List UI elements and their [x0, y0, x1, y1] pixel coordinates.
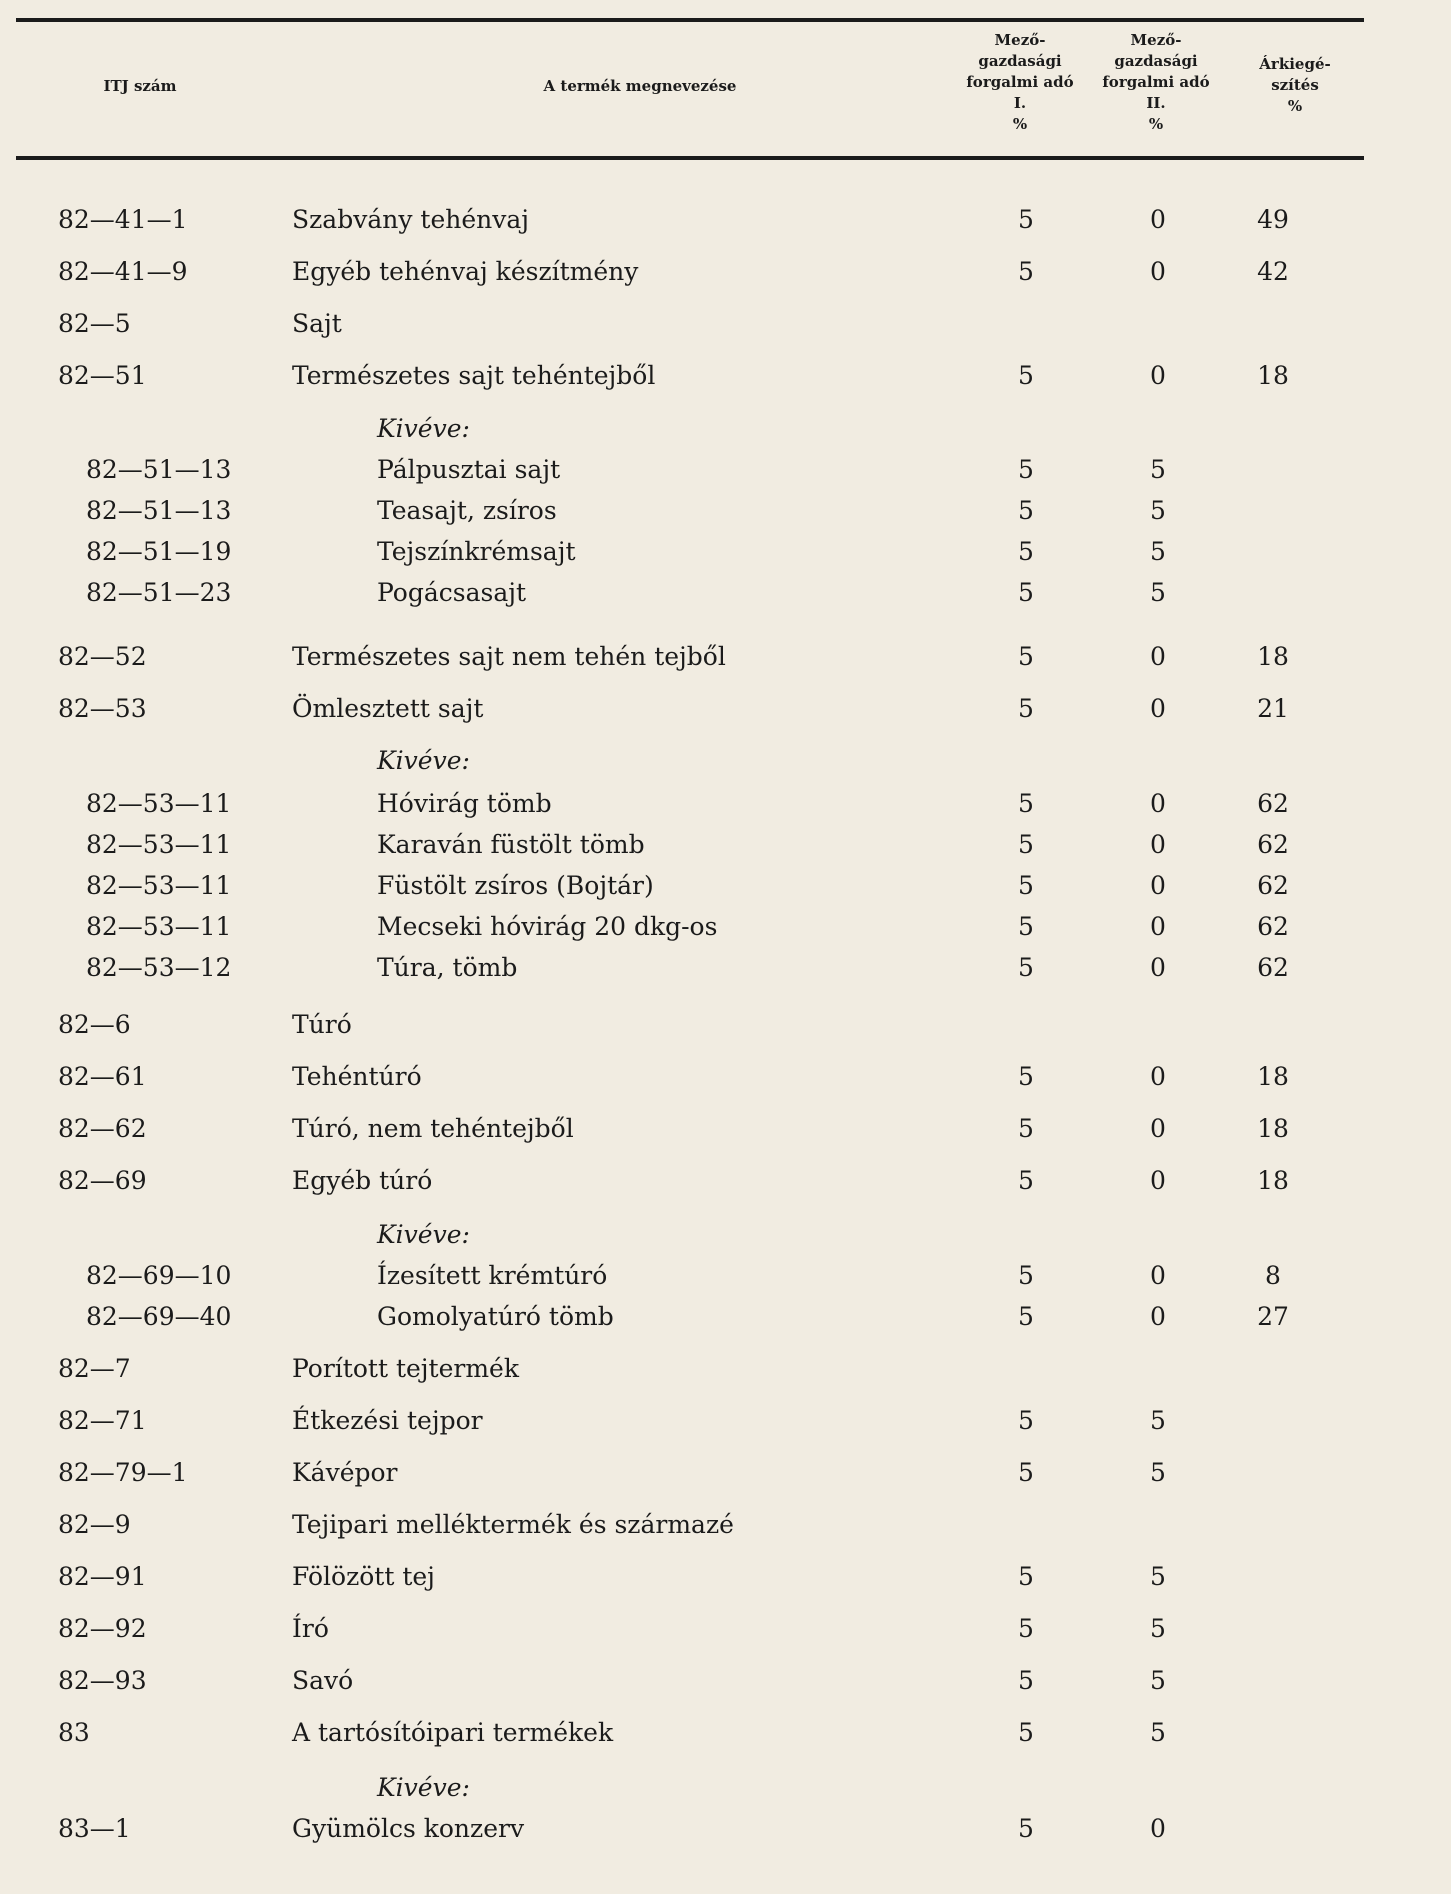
- itj-code: 82—91: [58, 1562, 147, 1591]
- product-name: Túra, tömb: [377, 953, 518, 982]
- mfa-1-value: 5: [1018, 455, 1034, 484]
- product-name: Természetes sajt tehéntejből: [292, 361, 656, 390]
- mfa-2-value: 0: [1150, 789, 1166, 818]
- product-name: Túró, nem tehéntejből: [292, 1114, 574, 1143]
- table-row: [0, 1811, 1451, 1847]
- table-row: [0, 1007, 1451, 1043]
- table-row: [0, 1299, 1451, 1335]
- mfa-1-value: 5: [1018, 1718, 1034, 1747]
- product-name: Porított tejtermék: [292, 1354, 519, 1383]
- itj-code: 82—53: [58, 694, 147, 723]
- mfa-2-value: 5: [1150, 496, 1166, 525]
- itj-code: 82—53—11: [86, 789, 232, 818]
- price-supplement-value: 49: [1257, 205, 1289, 234]
- header-mfa-2: [1086, 30, 1226, 135]
- mfa-2-value: 0: [1150, 1114, 1166, 1143]
- table-row: [0, 909, 1451, 945]
- header-ark-line: Árkiegé-: [1259, 55, 1331, 73]
- price-supplement-value: 18: [1257, 361, 1289, 390]
- product-name: Ízesített krémtúró: [377, 1261, 608, 1290]
- mfa-1-value: 5: [1018, 1261, 1034, 1290]
- itj-code: 82—53—12: [86, 953, 232, 982]
- itj-code: 82—41—1: [58, 205, 188, 234]
- itj-code: 82—62: [58, 1114, 147, 1143]
- itj-code: 82—52: [58, 642, 147, 671]
- table-row: [0, 691, 1451, 727]
- product-name: Pálpusztai sajt: [377, 455, 561, 484]
- header-price-supplement: [1230, 54, 1360, 117]
- mfa-2-value: 5: [1150, 1666, 1166, 1695]
- table-row: [0, 575, 1451, 611]
- mfa-2-value: 0: [1150, 642, 1166, 671]
- mfa-2-value: 0: [1150, 871, 1166, 900]
- mfa-1-value: 5: [1018, 205, 1034, 234]
- header-product-name: A termék megnevezése: [543, 77, 737, 95]
- mfa-1-value: 5: [1018, 578, 1034, 607]
- table-row: [0, 1059, 1451, 1095]
- table-row: [0, 452, 1451, 488]
- itj-code: 82—9: [58, 1510, 131, 1539]
- table-row: [0, 868, 1451, 904]
- itj-code: 82—71: [58, 1406, 147, 1435]
- product-name: Sajt: [292, 309, 342, 338]
- mfa-2-value: 0: [1150, 361, 1166, 390]
- mfa-2-value: 0: [1150, 1062, 1166, 1091]
- mfa-2-value: 0: [1150, 1261, 1166, 1290]
- table-row: [0, 1217, 1451, 1253]
- itj-code: 82—92: [58, 1614, 147, 1643]
- price-supplement-value: 18: [1257, 1062, 1289, 1091]
- table-row: [0, 1663, 1451, 1699]
- product-name: Hóvirág tömb: [377, 789, 552, 818]
- header-mfa-1-line: I.: [1013, 94, 1027, 112]
- product-name: Kávépor: [292, 1458, 398, 1487]
- itj-code: 82—79—1: [58, 1458, 188, 1487]
- table-row: [0, 1351, 1451, 1387]
- product-name: Savó: [292, 1666, 354, 1695]
- header-ark-line: szítés: [1271, 76, 1319, 94]
- except-label: Kivéve:: [377, 1220, 470, 1249]
- itj-code: 82—7: [58, 1354, 131, 1383]
- product-name: Tejszínkrémsajt: [377, 537, 576, 566]
- mfa-2-value: 0: [1150, 205, 1166, 234]
- table-row: [0, 1163, 1451, 1199]
- mfa-2-value: 5: [1150, 455, 1166, 484]
- header-mfa-2-line: forgalmi adó: [1102, 73, 1210, 91]
- price-supplement-value: 62: [1257, 789, 1289, 818]
- product-name: Tejipari melléktermék és származé: [292, 1510, 734, 1539]
- header-mfa-2-line: gazdasági: [1114, 52, 1198, 70]
- table-row: [0, 950, 1451, 986]
- mfa-1-value: 5: [1018, 1614, 1034, 1643]
- product-name: Író: [292, 1614, 329, 1643]
- product-name: Szabvány tehénvaj: [292, 205, 530, 234]
- table-row: [0, 202, 1451, 238]
- header-mfa-1-line: forgalmi adó: [966, 73, 1074, 91]
- header-mfa-2-line: %: [1148, 115, 1164, 133]
- itj-code: 82—51—19: [86, 537, 232, 566]
- table-row: [0, 254, 1451, 290]
- mfa-2-value: 5: [1150, 537, 1166, 566]
- itj-code: 83—1: [58, 1814, 131, 1843]
- header-mfa-1: [950, 30, 1090, 135]
- price-supplement-value: 27: [1257, 1302, 1289, 1331]
- itj-code: 82—61: [58, 1062, 147, 1091]
- price-supplement-value: 62: [1257, 871, 1289, 900]
- product-name: Karaván füstölt tömb: [377, 830, 645, 859]
- mfa-1-value: 5: [1018, 912, 1034, 941]
- mfa-1-value: 5: [1018, 694, 1034, 723]
- product-name: Mecseki hóvirág 20 dkg-os: [377, 912, 718, 941]
- price-supplement-value: 18: [1257, 1166, 1289, 1195]
- header-itj: ITJ szám: [103, 77, 177, 95]
- product-name: Gyümölcs konzerv: [292, 1814, 525, 1843]
- mfa-1-value: 5: [1018, 1814, 1034, 1843]
- price-supplement-value: 18: [1257, 642, 1289, 671]
- table-row: [0, 1258, 1451, 1294]
- mfa-2-value: 5: [1150, 1406, 1166, 1435]
- mfa-1-value: 5: [1018, 496, 1034, 525]
- mfa-2-value: 0: [1150, 1814, 1166, 1843]
- mfa-1-value: 5: [1018, 1562, 1034, 1591]
- except-label: Kivéve:: [377, 1773, 470, 1802]
- mfa-1-value: 5: [1018, 871, 1034, 900]
- product-name: Egyéb tehénvaj készítmény: [292, 257, 639, 286]
- mfa-2-value: 0: [1150, 694, 1166, 723]
- table-row: [0, 358, 1451, 394]
- header-mfa-1-line: %: [1012, 115, 1028, 133]
- mfa-2-value: 5: [1150, 1562, 1166, 1591]
- price-supplement-value: 21: [1257, 694, 1289, 723]
- itj-code: 82—93: [58, 1666, 147, 1695]
- itj-code: 82—51—13: [86, 496, 232, 525]
- mfa-2-value: 5: [1150, 1718, 1166, 1747]
- mfa-2-value: 0: [1150, 953, 1166, 982]
- mfa-2-value: 0: [1150, 1302, 1166, 1331]
- table-row: [0, 639, 1451, 675]
- product-name: A tartósítóipari termékek: [292, 1718, 614, 1747]
- table-row: [0, 306, 1451, 342]
- product-name: Pogácsasajt: [377, 578, 527, 607]
- itj-code: 82—69—40: [86, 1302, 232, 1331]
- header-ark-line: %: [1287, 97, 1303, 115]
- table-row: [0, 534, 1451, 570]
- mfa-1-value: 5: [1018, 1114, 1034, 1143]
- mfa-1-value: 5: [1018, 1166, 1034, 1195]
- table-row: [0, 1715, 1451, 1751]
- price-supplement-value: 62: [1257, 830, 1289, 859]
- table-row: [0, 1111, 1451, 1147]
- header-mfa-1-line: gazdasági: [978, 52, 1062, 70]
- table-row: [0, 1611, 1451, 1647]
- product-name: Ömlesztett sajt: [292, 694, 484, 723]
- mfa-1-value: 5: [1018, 642, 1034, 671]
- price-supplement-value: 62: [1257, 912, 1289, 941]
- mfa-2-value: 0: [1150, 1166, 1166, 1195]
- itj-code: 82—53—11: [86, 871, 232, 900]
- price-supplement-value: 18: [1257, 1114, 1289, 1143]
- mfa-2-value: 5: [1150, 1458, 1166, 1487]
- header-mfa-2-line: II.: [1146, 94, 1166, 112]
- table-row: [0, 493, 1451, 529]
- mfa-2-value: 0: [1150, 257, 1166, 286]
- itj-code: 82—51: [58, 361, 147, 390]
- mfa-1-value: 5: [1018, 789, 1034, 818]
- mfa-2-value: 5: [1150, 1614, 1166, 1643]
- product-name: Étkezési tejpor: [292, 1406, 483, 1435]
- mfa-1-value: 5: [1018, 830, 1034, 859]
- table-row: [0, 1455, 1451, 1491]
- header-bottom-rule: [16, 156, 1364, 160]
- table-row: [0, 411, 1451, 447]
- header-mfa-2-line: Mező-: [1130, 31, 1182, 49]
- mfa-1-value: 5: [1018, 361, 1034, 390]
- mfa-1-value: 5: [1018, 1666, 1034, 1695]
- table-row: [0, 743, 1451, 779]
- table-row: [0, 1559, 1451, 1595]
- price-supplement-value: 62: [1257, 953, 1289, 982]
- itj-code: 82—51—13: [86, 455, 232, 484]
- itj-code: 82—69: [58, 1166, 147, 1195]
- mfa-2-value: 5: [1150, 578, 1166, 607]
- mfa-2-value: 0: [1150, 912, 1166, 941]
- mfa-2-value: 0: [1150, 830, 1166, 859]
- except-label: Kivéve:: [377, 746, 470, 775]
- itj-code: 82—53—11: [86, 912, 232, 941]
- mfa-1-value: 5: [1018, 257, 1034, 286]
- table-row: [0, 1507, 1451, 1543]
- mfa-1-value: 5: [1018, 1302, 1034, 1331]
- mfa-1-value: 5: [1018, 537, 1034, 566]
- itj-code: 82—53—11: [86, 830, 232, 859]
- mfa-1-value: 5: [1018, 1406, 1034, 1435]
- product-name: Fölözött tej: [292, 1562, 435, 1591]
- itj-code: 82—51—23: [86, 578, 232, 607]
- mfa-1-value: 5: [1018, 953, 1034, 982]
- itj-code: 82—41—9: [58, 257, 188, 286]
- product-name: Egyéb túró: [292, 1166, 433, 1195]
- table-row: [0, 827, 1451, 863]
- product-name: Túró: [292, 1010, 352, 1039]
- itj-code: 83: [58, 1718, 90, 1747]
- mfa-1-value: 5: [1018, 1458, 1034, 1487]
- table-row: [0, 1770, 1451, 1806]
- price-supplement-value: 8: [1265, 1261, 1281, 1290]
- itj-code: 82—5: [58, 309, 131, 338]
- mfa-1-value: 5: [1018, 1062, 1034, 1091]
- header-top-rule: [16, 18, 1364, 22]
- product-name: Tehéntúró: [292, 1062, 422, 1091]
- product-name: Gomolyatúró tömb: [377, 1302, 614, 1331]
- itj-code: 82—6: [58, 1010, 131, 1039]
- table-row: [0, 1403, 1451, 1439]
- except-label: Kivéve:: [377, 414, 470, 443]
- price-supplement-value: 42: [1257, 257, 1289, 286]
- table-row: [0, 786, 1451, 822]
- itj-code: 82—69—10: [86, 1261, 232, 1290]
- product-name: Természetes sajt nem tehén tejből: [292, 642, 726, 671]
- product-name: Füstölt zsíros (Bojtár): [377, 871, 654, 900]
- header-mfa-1-line: Mező-: [994, 31, 1046, 49]
- product-name: Teasajt, zsíros: [377, 496, 557, 525]
